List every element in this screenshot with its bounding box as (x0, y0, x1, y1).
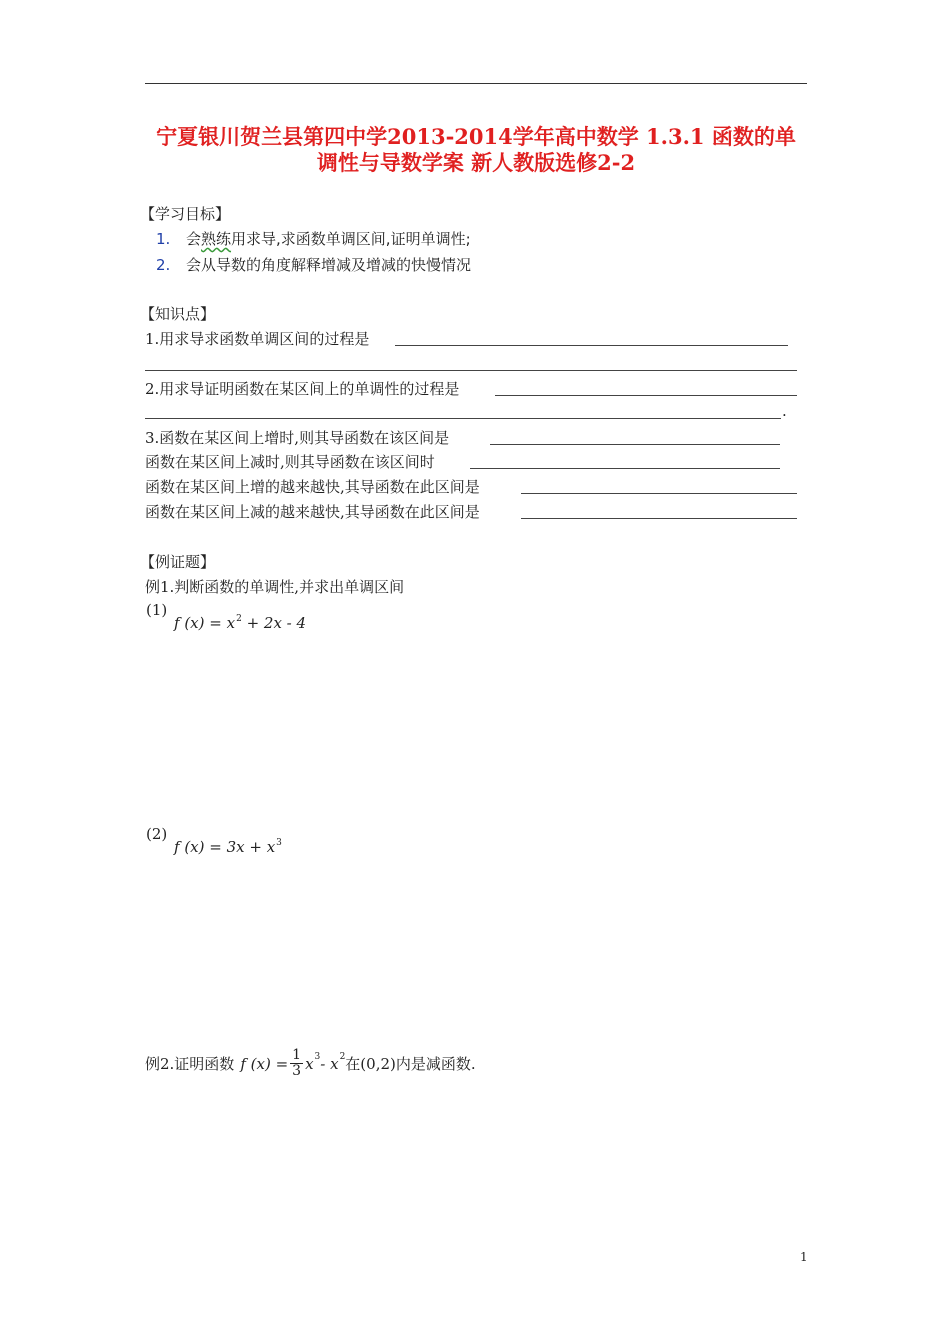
answer-blank[interactable] (490, 444, 780, 445)
goals-heading: 【学习目标】 (140, 205, 231, 223)
knowledge-question-3c: 函数在某区间上增的越来越快,其导函数在此区间是 (145, 478, 480, 496)
title-line-1: 宁夏银川贺兰县第四中学2013-2014学年高中数学 1.3.1 函数的单 (156, 124, 796, 149)
answer-blank[interactable] (470, 468, 780, 469)
example-2-prefix: 例2.证明函数 (145, 1055, 235, 1073)
formula-3-exponent-2: 2 (339, 1051, 346, 1062)
formula-lhs: f (x) = x (174, 614, 236, 632)
formula-exponent: 3 (276, 838, 282, 848)
goal-item-1 (156, 228, 471, 249)
header-rule (145, 83, 807, 84)
examples-heading: 【例证题】 (140, 553, 216, 571)
formula-lhs: f (x) = 3x + x (174, 838, 276, 856)
formula-3-mid: - x (320, 1054, 339, 1073)
fraction-one-third (290, 1048, 303, 1079)
part-1-label: (1) (146, 601, 168, 619)
formula-3-exponent-1: 3 (314, 1051, 321, 1062)
goal-text: 会从导数的角度解释增减及增减的快慢情况 (186, 256, 472, 274)
answer-blank[interactable] (145, 418, 781, 419)
goal-number: 2. (156, 256, 171, 274)
knowledge-question-3b: 函数在某区间上减时,则其导函数在该区间时 (145, 453, 435, 471)
blank-end-period: . (782, 402, 787, 420)
formula-1 (174, 614, 306, 632)
knowledge-question-2: 2.用求导证明函数在某区间上的单调性的过程是 (145, 380, 460, 398)
knowledge-question-3: 3.函数在某区间上增时,则其导函数在该区间是 (145, 429, 450, 447)
goal-number: 1. (156, 230, 171, 248)
answer-blank[interactable] (395, 345, 788, 346)
knowledge-heading: 【知识点】 (140, 305, 216, 323)
formula-rhs: + 2x - 4 (241, 614, 307, 632)
formula-3-var: x (305, 1054, 314, 1073)
answer-blank[interactable] (495, 395, 797, 396)
goal-text-wavy: 熟练 (201, 230, 232, 248)
part-2-label: (2) (146, 825, 168, 843)
goal-text-a: 会 (186, 230, 202, 248)
example-2 (145, 1048, 476, 1079)
fraction-denominator: 3 (292, 1063, 302, 1079)
example-2-suffix: 在(0,2)内是减函数. (345, 1055, 476, 1073)
fraction-numerator: 1 (292, 1047, 302, 1063)
document-title (140, 124, 812, 176)
goal-item-2 (156, 254, 471, 275)
knowledge-question-3d: 函数在某区间上减的越来越快,其导函数在此区间是 (145, 503, 480, 521)
goal-text-b: 用求导,求函数单调区间,证明单调性; (231, 230, 471, 248)
title-line-2: 调性与导数学案 新人教版选修2-2 (316, 150, 636, 175)
knowledge-question-1: 1.用求导求函数单调区间的过程是 (145, 330, 370, 348)
formula-2 (174, 838, 282, 856)
answer-blank[interactable] (521, 518, 797, 519)
example-1-prompt: 例1.判断函数的单调性,并求出单调区间 (145, 578, 405, 596)
answer-blank[interactable] (521, 493, 797, 494)
page-number: 1 (800, 1250, 808, 1264)
formula-3-lhs: f (x) = (240, 1054, 289, 1073)
formula-exponent: 2 (236, 614, 242, 624)
answer-blank[interactable] (145, 370, 797, 371)
